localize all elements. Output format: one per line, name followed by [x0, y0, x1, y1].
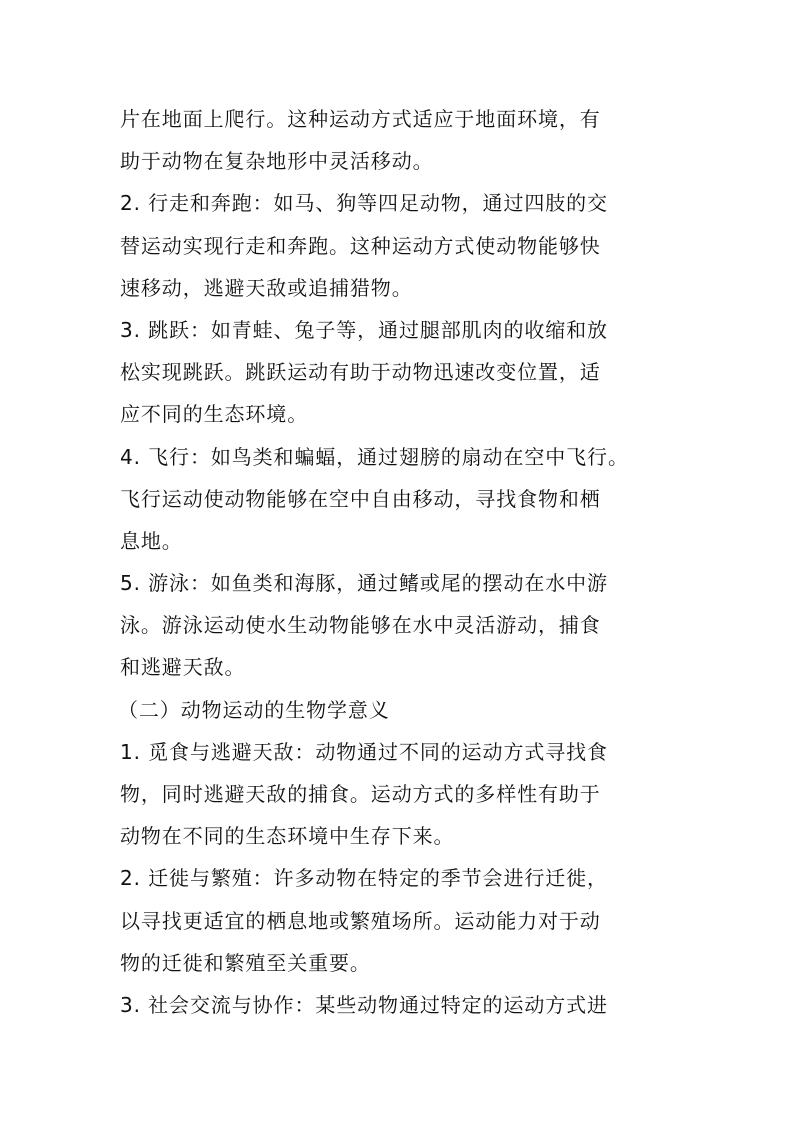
- text-line: 1. 觅食与逃避天敌：动物通过不同的运动方式寻找食: [120, 739, 608, 764]
- text-line: 物的迁徙和繁殖至关重要。: [120, 950, 371, 975]
- text-line: 物，同时逃避天敌的捕食。运动方式的多样性有助于: [120, 782, 601, 806]
- text-line: 息地。: [120, 528, 183, 553]
- text-line: 动物在不同的生态环境中生存下来。: [120, 824, 455, 849]
- text-line: 片在地面上爬行。这种运动方式适应于地面环境，有: [120, 107, 601, 131]
- text-line: 应不同的生态环境。: [120, 402, 309, 427]
- text-line: 飞行运动使动物能够在空中自由移动，寻找食物和栖: [120, 486, 601, 511]
- text-line: 4. 飞行：如鸟类和蝙蝠，通过翅膀的扇动在空中飞行。: [120, 444, 629, 469]
- text-line: 3. 跳跃：如青蛙、兔子等，通过腿部肌肉的收缩和放: [120, 317, 608, 342]
- text-line: 3. 社会交流与协作：某些动物通过特定的运动方式进: [120, 992, 608, 1017]
- text-line: 和逃避天敌。: [120, 655, 246, 680]
- document-body: [120, 98, 680, 1026]
- section-heading: （二）动物运动的生物学意义: [118, 697, 390, 722]
- text-line: 替运动实现行走和奔跑。这种运动方式使动物能够快: [120, 233, 601, 258]
- text-line: 2. 行走和奔跑：如马、狗等四足动物，通过四肢的交: [120, 191, 608, 216]
- text-line: 助于动物在复杂地形中灵活移动。: [120, 149, 434, 174]
- text-line: 速移动，逃避天敌或追捕猎物。: [120, 275, 413, 300]
- text-line: 以寻找更适宜的栖息地或繁殖场所。运动能力对于动: [120, 908, 601, 933]
- text-line: 5. 游泳：如鱼类和海豚，通过鳍或尾的摆动在水中游: [120, 571, 608, 596]
- text-line: 2. 迁徙与繁殖：许多动物在特定的季节会进行迁徙，: [120, 866, 608, 891]
- text-line: 松实现跳跃。跳跃运动有助于动物迅速改变位置，适: [120, 360, 601, 385]
- text-line: 泳。游泳运动使水生动物能够在水中灵活游动，捕食: [120, 613, 601, 638]
